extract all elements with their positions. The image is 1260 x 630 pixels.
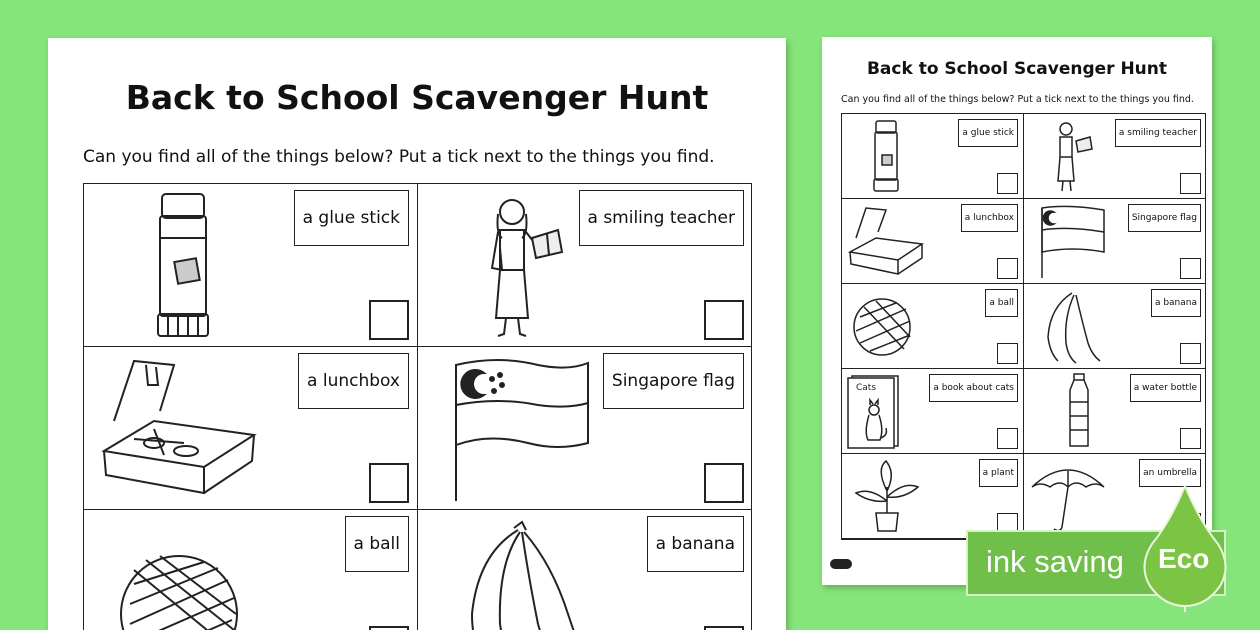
worksheet-title: Back to School Scavenger Hunt bbox=[125, 78, 709, 117]
teacher-icon bbox=[1028, 117, 1108, 195]
ball-icon bbox=[846, 287, 926, 365]
eco-label: Eco bbox=[1158, 543, 1210, 574]
grid-cell bbox=[1024, 369, 1206, 454]
worksheet-large bbox=[48, 38, 786, 630]
tick-checkbox[interactable] bbox=[1180, 343, 1201, 364]
flag-icon bbox=[428, 351, 598, 505]
worksheet-title: Back to School Scavenger Hunt bbox=[866, 59, 1168, 79]
item-label: a banana bbox=[1151, 289, 1201, 317]
banana-icon bbox=[1028, 287, 1108, 365]
umbrella-icon bbox=[1028, 457, 1108, 535]
water-bottle-icon bbox=[1028, 372, 1108, 450]
book-cover-title: Cats bbox=[856, 383, 877, 393]
flag-icon bbox=[1028, 202, 1108, 280]
tick-checkbox[interactable] bbox=[997, 428, 1018, 449]
lunchbox-icon bbox=[94, 351, 264, 505]
grid-cell bbox=[418, 510, 752, 630]
item-label: a lunchbox bbox=[298, 353, 409, 409]
tick-checkbox[interactable] bbox=[369, 463, 409, 503]
item-label: Singapore flag bbox=[1128, 204, 1201, 232]
grid-cell bbox=[1024, 114, 1206, 199]
grid-cell bbox=[418, 347, 752, 510]
plant-icon bbox=[846, 457, 926, 535]
cat-book-icon bbox=[846, 372, 926, 450]
item-label: a glue stick bbox=[294, 190, 409, 246]
tick-checkbox[interactable] bbox=[704, 463, 744, 503]
tick-checkbox[interactable] bbox=[997, 173, 1018, 194]
item-label: a plant bbox=[979, 459, 1018, 487]
tick-checkbox[interactable] bbox=[1180, 173, 1201, 194]
grid-cell bbox=[84, 347, 418, 510]
grid-cell bbox=[842, 284, 1024, 369]
item-label: Singapore flag bbox=[603, 353, 744, 409]
grid-cell bbox=[1024, 284, 1206, 369]
item-label: a smiling teacher bbox=[1115, 119, 1201, 147]
item-label: a lunchbox bbox=[961, 204, 1018, 232]
item-label: a ball bbox=[345, 516, 409, 572]
tick-checkbox[interactable] bbox=[704, 626, 744, 630]
item-label: a smiling teacher bbox=[579, 190, 745, 246]
grid-cell bbox=[418, 184, 752, 347]
worksheet-instructions: Can you find all of the things below? Put a tick next to the things you find. bbox=[841, 94, 1194, 105]
item-grid bbox=[841, 113, 1206, 540]
grid-cell bbox=[84, 510, 418, 630]
twinkl-logo bbox=[830, 559, 852, 569]
glue-stick-icon bbox=[94, 188, 264, 342]
banana-icon bbox=[428, 514, 598, 630]
ink-saving-text: ink saving bbox=[986, 544, 1124, 579]
grid-cell bbox=[842, 369, 1024, 454]
item-label: a water bottle bbox=[1130, 374, 1201, 402]
grid-cell bbox=[84, 184, 418, 347]
teacher-icon bbox=[428, 188, 598, 342]
tick-checkbox[interactable] bbox=[1180, 258, 1201, 279]
grid-cell bbox=[842, 114, 1024, 199]
tick-checkbox[interactable] bbox=[369, 626, 409, 630]
tick-checkbox[interactable] bbox=[1180, 428, 1201, 449]
tick-checkbox[interactable] bbox=[997, 258, 1018, 279]
item-label: an umbrella bbox=[1139, 459, 1201, 487]
item-label: a book about cats bbox=[929, 374, 1018, 402]
grid-cell bbox=[842, 454, 1024, 539]
item-label: a ball bbox=[985, 289, 1018, 317]
glue-stick-icon bbox=[846, 117, 926, 195]
item-label: a glue stick bbox=[958, 119, 1018, 147]
item-grid bbox=[83, 183, 752, 630]
ball-icon bbox=[94, 514, 264, 630]
item-label: a banana bbox=[647, 516, 744, 572]
grid-cell bbox=[842, 199, 1024, 284]
grid-cell bbox=[1024, 199, 1206, 284]
lunchbox-icon bbox=[846, 202, 926, 280]
worksheet-instructions: Can you find all of the things below? Put a tick next to the things you find. bbox=[83, 147, 715, 167]
tick-checkbox[interactable] bbox=[369, 300, 409, 340]
tick-checkbox[interactable] bbox=[997, 343, 1018, 364]
tick-checkbox[interactable] bbox=[704, 300, 744, 340]
